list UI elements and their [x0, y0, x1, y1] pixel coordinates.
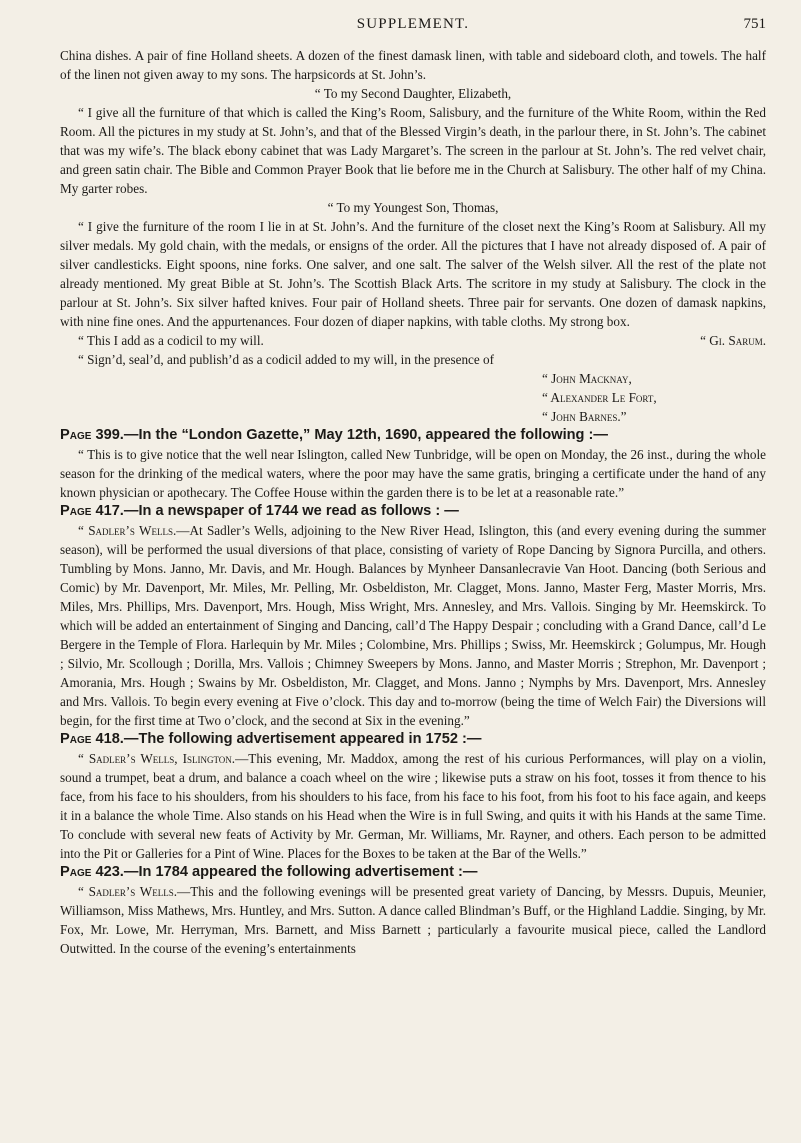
paragraph: [60, 521, 766, 730]
paragraph: “ I give all the furniture of that which is called the King’s Room, Salisbury, and the furniture of the White Room, within the Red Room. All the pictures in my study at St. John’s, and that of the Blessed Virgin’s death, in the parlour there, in St. John’s. The cabinet that was my wife’s. The black ebony cabinet that was Lady Margaret’s. The screen in the parlour at St. John’s. The red velvet chair, and green satin chair. The Bible and Common Prayer Book that lie before me in the Church at Salisbury. The other half of my China. My garter robes.: [60, 105, 766, 196]
section-page-ref: Page 399.: [60, 427, 124, 443]
paragraph: “ Sign’d, seal’d, and publish’d as a codicil added to my will, in the presence of: [78, 352, 495, 367]
section-page-ref: Page 418.: [60, 731, 124, 747]
advert-lead: “ Sadler’s Wells.: [78, 884, 178, 899]
witness-name: “ Alexander Le Fort,: [542, 390, 657, 405]
section-heading: [60, 426, 766, 445]
page-header: [60, 16, 766, 42]
codicil-text: “ This I add as a codicil to my will.: [78, 333, 264, 348]
paragraph: “ I give the furniture of the room I lie in at St. John’s. And the furniture of the closet next the King’s Room at Salisbury. All my silver medals. My gold chain, with the medals, or ensigns of the order. All the pictures that I have not already disposed of. A pair of silver candlesticks. Eight spoons, nine forks. One salver, and one salt. The salver of the Welsh silver. All the rest of the plate not already mentioned. My great Bible at St. John’s. The Scottish Black Arts. The scritore in my study at Salisbury. The clock in the parlour at St. John’s. Six silver hafted knives. Four pair of Holland sheets. Three pair for servants. One dozen of damask napkins, with nine fine ones. And the appurtenances. Four dozen of diaper napkins, with table cloths. My strong box.: [60, 219, 766, 329]
section-heading-text: —The following advertisement appeared in 1752 :—: [123, 731, 482, 747]
section-heading-text: —In 1784 appeared the following advertisement :—: [123, 864, 478, 880]
section-page-ref: Page 423.: [60, 864, 124, 880]
page-body: [60, 46, 766, 958]
page-number: 751: [743, 16, 766, 32]
codicil-line: [60, 331, 766, 350]
section-heading: [60, 730, 766, 749]
witness-name: “ John Macknay,: [542, 371, 632, 386]
advert-lead: “ Sadler’s Wells.: [78, 523, 177, 538]
bequest-address: “ To my Youngest Son, Thomas,: [327, 200, 499, 215]
paragraph: [60, 749, 766, 863]
advert-lead: “ Sadler’s Wells, Islington.: [78, 751, 236, 766]
signature: “ Gi. Sarum.: [700, 333, 766, 348]
section-heading: [60, 863, 766, 882]
section-page-ref: Page 417.: [60, 503, 124, 519]
section-heading: [60, 502, 766, 521]
paragraph: [60, 882, 766, 958]
running-head: SUPPLEMENT.: [356, 16, 470, 32]
section-heading-text: —In a newspaper of 1744 we read as follows : —: [123, 503, 459, 519]
advert-body: —This and the following evenings will be presented great variety of Dancing, by Messrs. Dupuis, Meunier, Williamson, Miss Mathews, Mrs. Huntley, and Mrs. Sutton. A dance called Blindman’s Buff, or the Highland Laddie. Singing, by Mr. Fox, Mr. Lowe, Mr. Herryman, Mrs. Barnett, and Miss Barnett ; particularly a favourite musical piece, called the Landlord Outwitted. In the course of the evening’s entertainments: [60, 884, 766, 956]
advert-body: —This evening, Mr. Maddox, among the rest of his curious Performances, will play on a violin, sound a trumpet, beat a drum, and balance a coach wheel on the wire ; likewise puts a straw on his foot, tosses it from thence to his face, from his face to his shoulders, from his shoulders to his face, from his face to his foot, from his foot to his face again, and keeps it in a balance the whole Time. Also stands on his Head when the Wire is in full Swing, and quits it with his Hands at the same Time. To conclude with several new feats of Activity by Mr. German, Mr. Williams, Mr. Rayner, and others. Each person to be admitted into the Pit or Galleries for a Pint of Wine. Places for the Boxes to be taken at the Bar of the Wells.”: [60, 751, 766, 861]
advert-body: —At Sadler’s Wells, adjoining to the New River Head, Islington, this (and every evening during the summer season), will be performed the usual diversions of that place, consisting of variety of Rope Dancing by Signora Purcilla, and others. Tumbling by Mons. Janno, Mr. Davis, and Mr. Hough. Balances by Mynheer Dansanlecravie Van Hoot. Dancing (both Serious and Comic) by Mr. Davenport, Mr. Miles, Mr. Pelling, Mr. Osbeldiston, Mr. Clagget, Mons. Janno, Master Ferg, Master Morris, Mrs. Miles, Mrs. Phillips, Mrs. Davenport, Mrs. Hough, Miss Wright, Mrs. Annesley, and Mrs. Vallois. Singing by Mr. Heemskirck. To which will be added an entertainment of Singing and Dancing, call’d The Happy Despair ; concluding with a Grand Dance, call’d Le Bergere in the Temple of Flora. Harlequin by Mr. Miles ; Colombine, Mrs. Phillips ; Swiss, Mr. Heemskirck ; Golumpus, Mr. Hough ; Silvio, Mr. Scollough ; Dorilla, Mrs. Vallois ; Chimney Sweepers by Mons. Janno, and Master Morris ; Strephon, Mr. Davenport ; Amorania, Mrs. Hough ; Swains by Mr. Osbeldiston, Mr. Clagget, and Mons. Janno ; Nymphs by Mrs. Davenport, Mrs. Annesley and Mrs. Vallois. To begin every evening at Five o’clock. This day and to-morrow (being the time of Welch Fair) the Diversions will begin, for the first time at Two o’clock, and the second at Six in the evening.”: [60, 523, 766, 728]
paragraph: “ This is to give notice that the well near Islington, called New Tunbridge, will be open on Monday, the 26 inst., during the whole season for the drinking of the medical waters, where the poor may have the same gratis, bringing a certificate under the hand of any known physician or apothecary. The Coffee House within the garden there is to be let at a reasonable rate.”: [60, 447, 766, 500]
paragraph: China dishes. A pair of fine Holland sheets. A dozen of the finest damask linen, with table and sideboard cloth, and towels. The half of the linen not given away to my sons. The harpsicords at St. John’s.: [60, 48, 766, 82]
bequest-address: “ To my Second Daughter, Elizabeth,: [314, 86, 512, 101]
witness-name: “ John Barnes.”: [542, 409, 627, 424]
section-heading-text: —In the “London Gazette,” May 12th, 1690, appeared the following :—: [123, 427, 608, 443]
